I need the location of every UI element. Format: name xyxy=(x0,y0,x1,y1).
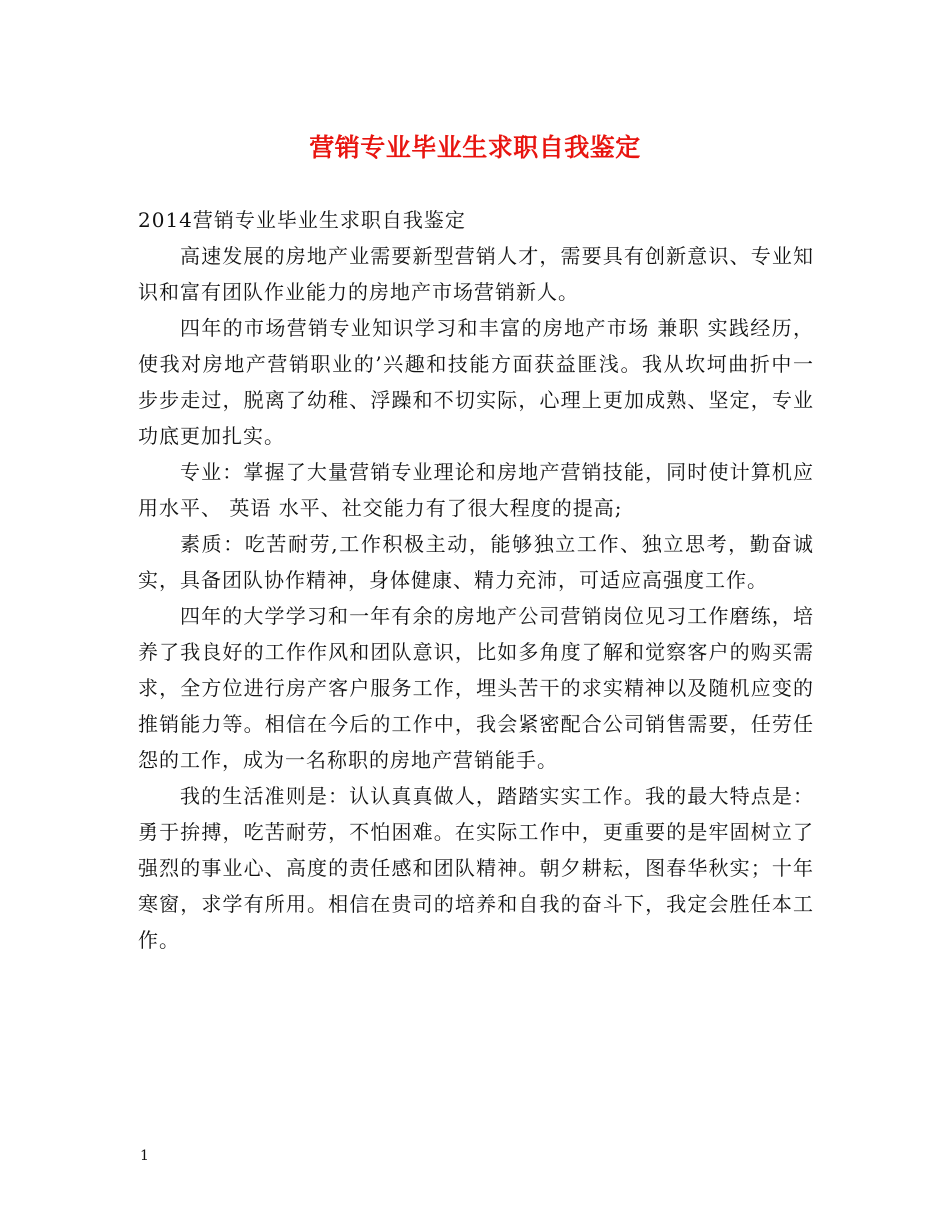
page-number: 1 xyxy=(140,1148,149,1164)
document-subtitle: 2014营销专业毕业生求职自我鉴定 xyxy=(138,208,466,232)
document-body xyxy=(138,202,814,958)
paragraph-quality: 素质：吃苦耐劳,工作积极主动，能够独立工作、独立思考，勤奋诚实，具备团队协作精神，身体健康、精力充沛，可适应高强度工作。 xyxy=(138,532,814,592)
paragraph-internship: 四年的大学学习和一年有余的房地产公司营销岗位见习工作磨练，培养了我良好的工作作风和团队意识，比如多角度了解和觉察客户的购买需求，全方位进行房产客户服务工作，埋头苦干的求实精神以及随机应变的推销能力等。相信在今后的工作中，我会紧密配合公司销售需要，任劳任怨的工作，成为一名称职的房地产营销能手。 xyxy=(138,604,814,772)
document-title: 营销专业毕业生求职自我鉴定 xyxy=(309,133,641,162)
paragraph-major: 专业：掌握了大量营销专业理论和房地产营销技能，同时使计算机应用水平、 英语 水平、社交能力有了很大程度的提高; xyxy=(138,460,814,520)
paragraph-intro: 高速发展的房地产业需要新型营销人才，需要具有创新意识、专业知识和富有团队作业能力的房地产市场营销新人。 xyxy=(138,244,814,304)
paragraph-experience: 四年的市场营销专业知识学习和丰富的房地产市场 兼职 实践经历，使我对房地产营销职业的’兴趣和技能方面获益匪浅。我从坎坷曲折中一步步走过，脱离了幼稚、浮躁和不切实际，心理上更加成熟、坚定，专业功底更加扎实。 xyxy=(138,316,814,448)
paragraph-life-principle: 我的生活准则是：认认真真做人，踏踏实实工作。我的最大特点是：勇于拚搏，吃苦耐劳，不怕困难。在实际工作中，更重要的是牢固树立了强烈的事业心、高度的责任感和团队精神。朝夕耕耘，图春华秋实；十年寒窗，求学有所用。相信在贵司的培养和自我的奋斗下，我定会胜任本工作。 xyxy=(138,784,814,952)
